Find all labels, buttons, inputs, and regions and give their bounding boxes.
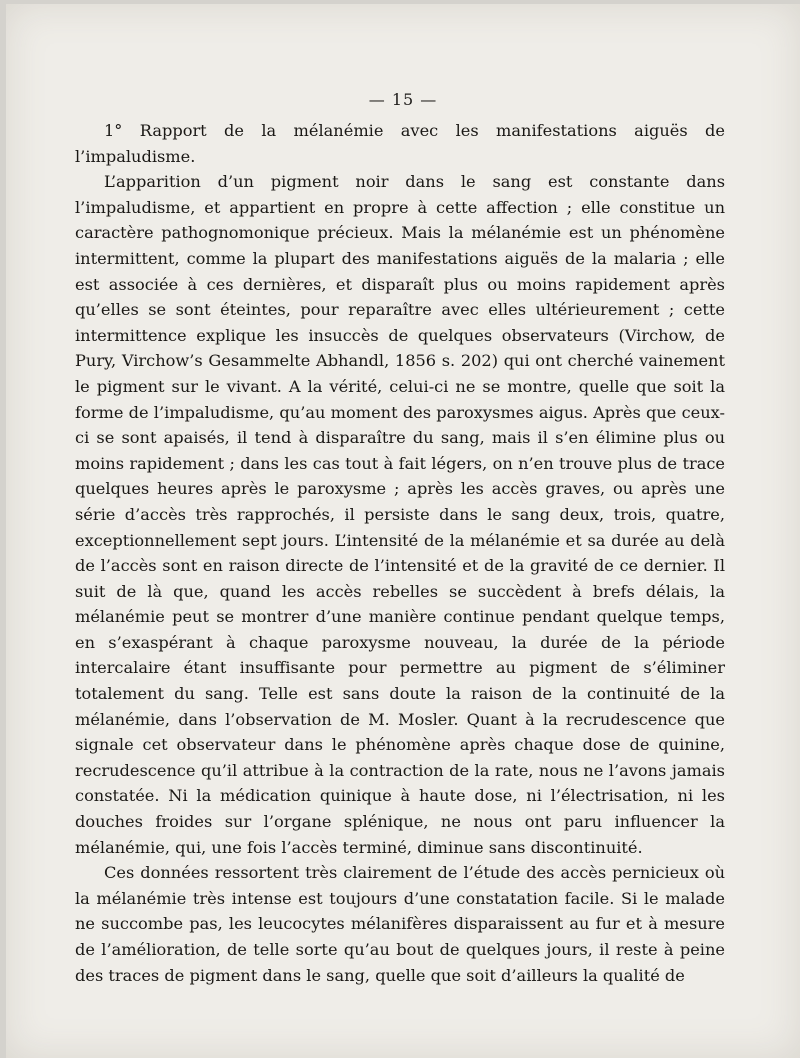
body-text <box>75 118 725 988</box>
paragraph-pernicious-attacks: Ces données ressortent très clairement de l’étude des accès pernicieux où la mélanémie très intense est toujours d’une constatation facile. Si le malade ne succombe pas, les leucocytes mélanifères disparaissent au fur et à mesure de l’amélioration, de telle sorte qu’au bout de quelques jours, il reste à peine des traces de pigment dans le sang, quelle que soit d’ailleurs la qualité de <box>75 863 725 985</box>
page-number: — 15 — <box>368 90 438 109</box>
book-page <box>6 4 800 1058</box>
paragraph-section-heading: 1° Rapport de la mélanémie avec les manifestations aiguës de l’impaludisme. <box>75 121 725 166</box>
paragraph-melanemia-intermittence: L’apparition d’un pigment noir dans le sang est constante dans l’impaludisme, et appartient en propre à cette affection ; elle constitue un caractère pathognomonique précieux. Mais la mélanémie est un phénomène intermittent, comme la plupart des manifestations aiguës de la malaria ; elle est associée à ces dernières, et disparaît plus ou moins rapidement après qu’elles se sont éteintes, pour reparaître avec elles ultérieurement ; cette intermittence explique les insuccès de quelques observateurs (Virchow, de Pury, Virchow’s Gesammelte Abhandl, 1856 s. 202) qui ont cherché vainement le pigment sur le vivant. A la vérité, celui-ci ne se montre, quelle que soit la forme de l’impaludisme, qu’au moment des paroxysmes aigus. Après que ceux-ci se sont apaisés, il tend à disparaître du sang, mais il s’en élimine plus ou moins rapidement ; dans les cas tout à fait légers, on n’en trouve plus de trace quelques heures après le paroxysme ; après les accès graves, ou après une série d’accès très rapprochés, il persiste dans le sang deux, trois, quatre, exceptionnellement sept jours. L’intensité de la mélanémie et sa durée au delà de l’accès sont en raison directe de l’intensité et de la gravité de ce dernier. Il suit de là que, quand les accès rebelles se succèdent à brefs délais, la mélanémie peut se montrer d’une manière continue pendant quelque temps, en s’exaspérant à chaque paroxysme nouveau, la durée de la période intercalaire étant insuffisante pour permettre au pigment de s’éliminer totalement du sang. Telle est sans doute la raison de la continuité de la mélanémie, dans l’observation de M. Mosler. Quant à la recrudescence que signale cet observateur dans le phénomène après chaque dose de quinine, recrudescence qu’il attribue à la contraction de la rate, nous ne l’avons jamais constatée. Ni la médication quinique à haute dose, ni l’électrisation, ni les douches froides sur l’organe splénique, ne nous ont paru influencer la mélanémie, qui, une fois l’accès terminé, diminue sans discontinuité. <box>75 172 725 857</box>
